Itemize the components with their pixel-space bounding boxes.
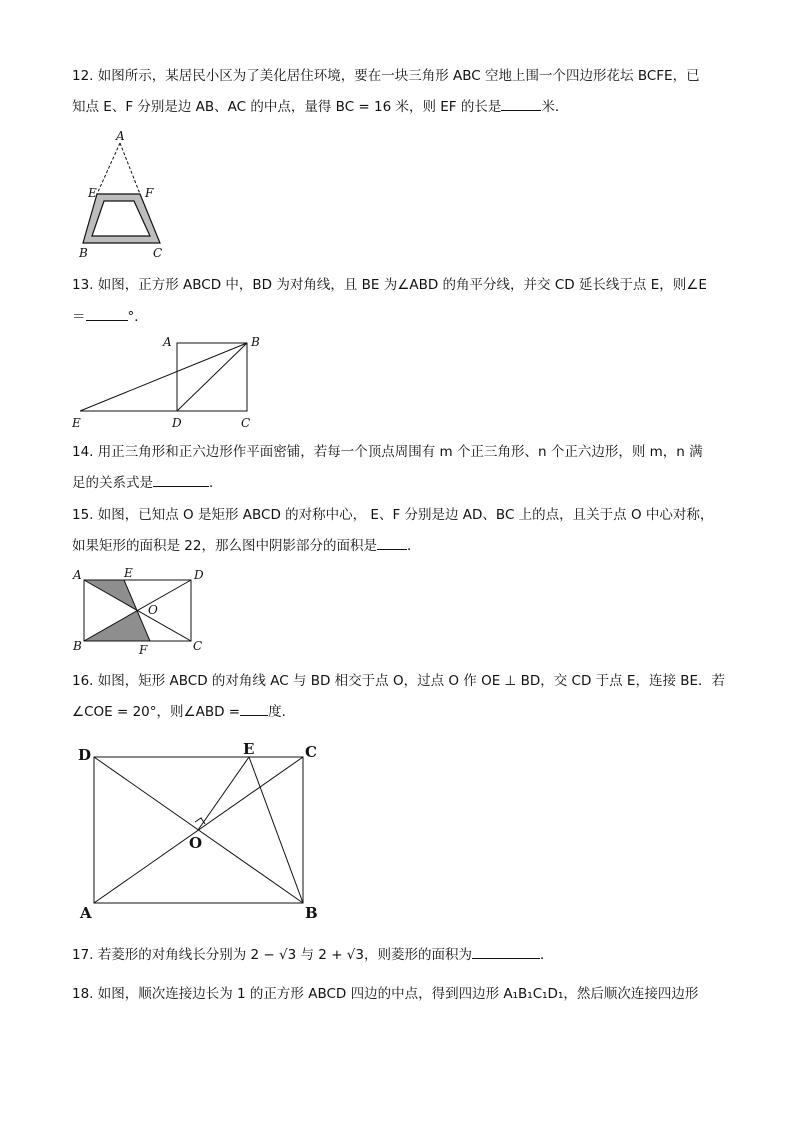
q18-line1: 18. 如图，顺次连接边长为 1 的正方形 ABCD 四边的中点，得到四边形 A₁B₁C₁D₁，然后顺次连接四边形 <box>72 986 699 1002</box>
q13-equals: ＝ <box>72 309 86 325</box>
q15-period: ． <box>406 538 421 554</box>
q17-text: 17. 若菱形的对角线长分别为 2 − √3 与 2 + √3，则菱形的面积为 <box>72 947 472 963</box>
q12-label-e: E <box>88 186 97 200</box>
q15-label-d: D <box>194 568 204 582</box>
q15-label-f: F <box>139 643 148 657</box>
q14-text: 足的关系式是 <box>72 475 153 491</box>
q13-label-e: E <box>72 416 81 430</box>
q16-label-a: A <box>80 904 92 922</box>
q16-unit: 度． <box>268 704 296 720</box>
q15-label-o: O <box>148 603 158 617</box>
q13-label-c: C <box>241 416 251 430</box>
q12-label-b: B <box>79 246 88 260</box>
q13-line1: 13. 如图，正方形 ABCD 中，BD 为对角线，且 BE 为∠ABD 的角平分线，并交 CD 延长线于点 E，则∠E <box>72 277 707 293</box>
q13-label-b: B <box>251 335 260 349</box>
q16-label-b: B <box>305 904 318 922</box>
q16-label-o: O <box>189 834 203 852</box>
q16-label-d: D <box>78 746 92 764</box>
q16-segment-oe <box>198 757 249 830</box>
q15-line1: 15. 如图，已知点 O 是矩形 ABCD 的对称中心， E、F 分别是边 AD、BC 上的点，且关于点 O 中心对称， <box>72 507 714 523</box>
q16-line1: 16. 如图，矩形 ABCD 的对角线 AC 与 BD 相交于点 O，过点 O 作 OE ⊥ BD，交 CD 于点 E，连接 BE．若 <box>72 673 726 689</box>
q16-label-e: E <box>243 740 255 758</box>
q12-text: 知点 E、F 分别是边 AB、AC 的中点，量得 BC = 16 米，则 EF 的长是 <box>72 99 502 115</box>
q17-period: ． <box>539 947 554 963</box>
q15-label-c: C <box>193 639 203 653</box>
q16-label-c: C <box>305 743 317 761</box>
q17-answer-blank[interactable] <box>472 946 540 959</box>
q15-text: 如果矩形的面积是 22，那么图中阴影部分的面积是 <box>72 538 377 554</box>
q13-label-a: A <box>163 335 172 349</box>
q15-label-e: E <box>124 566 133 580</box>
q12-label-f: F <box>145 186 154 200</box>
q16-segment-be <box>249 757 303 903</box>
q16-text: ∠COE = 20°，则∠ABD = <box>72 704 241 720</box>
q15-label-b: B <box>73 639 82 653</box>
q13-unit: °． <box>127 309 148 325</box>
q12-line1: 12. 如图所示，某居民小区为了美化居住环境，要在一块三角形 ABC 空地上围一个四边形花坛 BCFE，已 <box>72 68 700 84</box>
q16-right-angle-mark <box>195 818 205 824</box>
q14-period: ． <box>209 475 223 491</box>
q17-line1 <box>72 946 553 964</box>
q12-label-a: A <box>116 129 125 143</box>
q13-label-d: D <box>172 416 182 430</box>
q12-label-c: C <box>153 246 163 260</box>
q15-label-a: A <box>73 568 82 582</box>
q12-unit: 米． <box>541 99 569 115</box>
q14-line1: 14. 用正三角形和正六边形作平面密铺，若每一个顶点周围有 m 个正三角形、n 个正六边形，则 m，n 满 <box>72 444 703 460</box>
